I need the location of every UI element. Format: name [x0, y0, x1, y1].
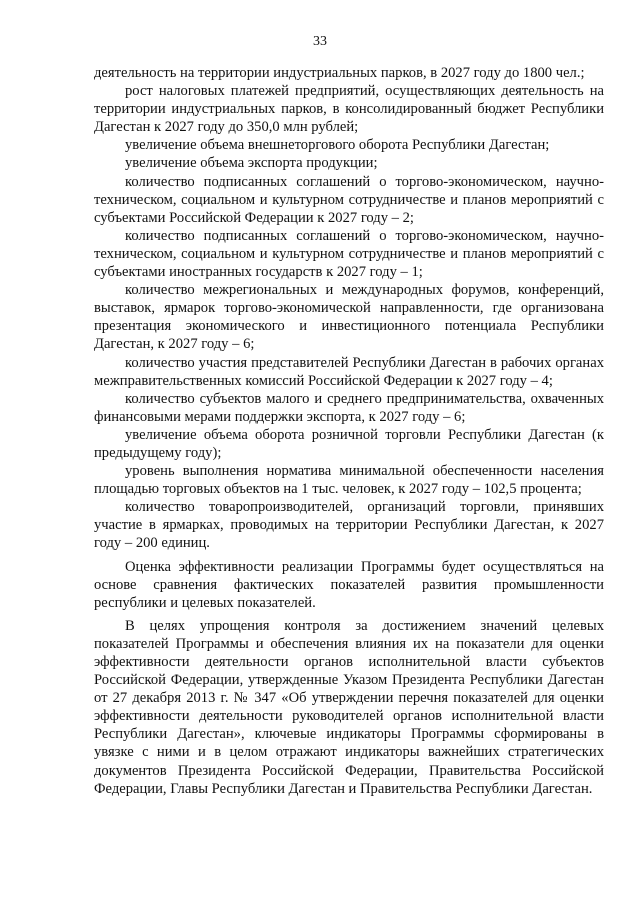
- page-number: 33: [313, 34, 327, 49]
- paragraph-11: уровень выполнения норматива минимальной обеспеченности населения площадью торговых объектов на 1 тыс. человек, к 2027 году – 102,5 процента;: [94, 463, 604, 498]
- paragraph-8: количество участия представителей Республики Дагестан в рабочих органах межправительственных комиссий Российской Федерации к 2027 году – 4;: [94, 354, 604, 389]
- paragraph-13: Оценка эффективности реализации Программы будет осуществляться на основе сравнения фактических показателей развития промышленности республики и целевых показателей.: [94, 558, 604, 611]
- document-body: [94, 64, 604, 798]
- paragraph-7: количество межрегиональных и международных форумов, конференций, выставок, ярмарок торгово-экономической направленности, где организована презентация экономического и инвестиционного потенциала Республики Дагестан, к 2027 году – 6;: [94, 282, 604, 353]
- paragraph-3: увеличение объема внешнеторгового оборота Республики Дагестан;: [125, 137, 550, 154]
- paragraph-1: деятельность на территории индустриальных парков, в 2027 году до 1800 чел.;: [94, 65, 585, 81]
- paragraph-10: увеличение объема оборота розничной торговли Республики Дагестан (к предыдущему году);: [94, 426, 604, 461]
- paragraph-6: количество подписанных соглашений о торгово-экономическом, научно-техническом, социальном и культурном сотрудничестве и планов мероприятий с субъектами иностранных государств к 2027 году – 1;: [94, 227, 604, 281]
- paragraph-14: В целях упрощения контроля за достижением значений целевых показателей Программы и обеспечения влияния их на показатели для оценки эффективности деятельности органов исполнительной власти субъектов Российской Федерации, утвержденные Указом Президента Республики Дагестан от 27 декабря 2013 г. № 347 «Об утверждении перечня показателей для оценки эффективности деятельности руководителей органов исполнительной власти Республики Дагестан», ключевые индикаторы Программы сформированы в увязке с ними и в целом отражают индикаторы важнейших стратегических документов Президента Российской Федерации, Правительства Российской Федерации, Главы Республики Дагестан и Правительства Республики Дагестан.: [94, 617, 604, 797]
- paragraph-5: количество подписанных соглашений о торгово-экономическом, научно-техническом, социальном и культурном сотрудничестве и планов мероприятий с субъектами Российской Федерации к 2027 году – 2;: [94, 173, 604, 226]
- paragraph-9: количество субъектов малого и среднего предпринимательства, охваченных финансовыми мерами поддержки экспорта, к 2027 году – 6;: [94, 390, 604, 425]
- paragraph-4: увеличение объема экспорта продукции;: [125, 155, 378, 172]
- paragraph-12: количество товаропроизводителей, организаций торговли, принявших участие в ярмарках, проводимых на территории Республики Дагестан, к 2027 году – 200 единиц.: [94, 499, 604, 552]
- paragraph-2: рост налоговых платежей предприятий, осуществляющих деятельность на территории индустриальных парков, в консолидированный бюджет Республики Дагестан к 2027 году до 350,0 млн рублей;: [94, 83, 604, 136]
